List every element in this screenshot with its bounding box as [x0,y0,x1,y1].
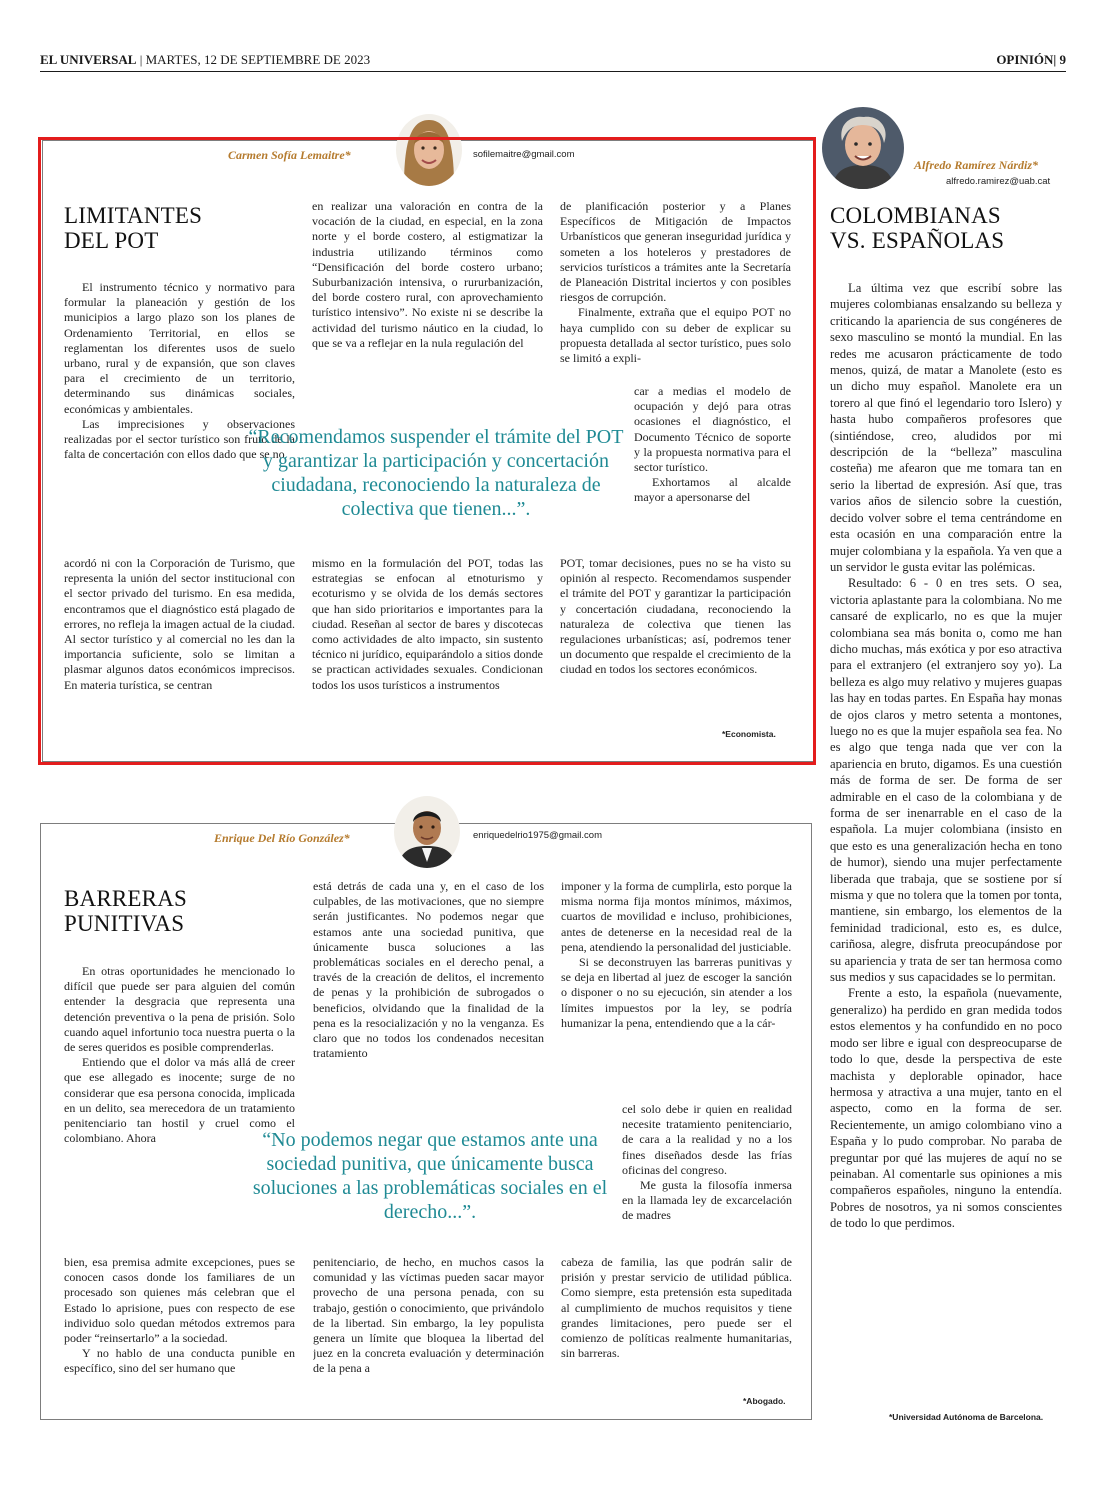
article3-author: Alfredo Ramírez Nárdiz* [914,158,1039,172]
article1-col2-bottom [312,556,543,746]
article2-email: enriquedelrio1975@gmail.com [473,830,602,841]
article3-headline-line1: COLOMBIANAS [830,203,1001,228]
article3-headline [830,203,1004,253]
article2-headline-line1: BARRERAS [64,886,188,911]
article1-col3-bottom [560,556,791,728]
article1-col3-mid [634,384,791,555]
article1-paragraph: acordó ni con la Corporación de Turismo, que representa la unión del sector institucional con el sector privado del turismo. En esa medida, encontramos que el diagnóstico está plagado de errores, no refleja la imagen actual de la ciudad. Al sector turístico y al comercial no les dan la importancia suficiente, solo se limitan a plasmar algunos datos económicos imprecisos. En materia turística, se centran [64,556,295,692]
article1-paragraph: Exhortamos al alcalde mayor a apersonarse del [634,475,791,505]
article2-col1-bottom [64,1255,295,1409]
section-name: OPINIÓN [996,52,1054,67]
article1-paragraph: de planificación posterior y a Planes Específicos de Mitigación de Impactos Urbanísticos que generan inseguridad jurídica y someten a los hoteleros y prestadores de servicios turísticos a trámites ante la Secretaría de Planeación Distrital inciertos y con posibles riesgos de corrupción. [560,199,791,305]
article1-col3-top [560,199,791,383]
article3-body [830,280,1062,1410]
article2-col3-bottom [561,1255,792,1391]
article3-signature: *Universidad Autónoma de Barcelona. [889,1412,1044,1422]
article2-paragraph: Si se deconstruyen las barreras punitivas y se deja en libertad al juez de escoger la sanción o disponer o no su ejecución, sin atender a los límites impuestos por la ley, se podría humanizar la pena, entendiendo que a la cár- [561,955,792,1030]
article1-email: sofilemaitre@gmail.com [473,149,575,160]
article2-col2-bottom [313,1255,544,1409]
article1-paragraph: en realizar una valoración en contra de la vocación de la ciudad, en especial, en la zona norte y el borde costero, al estigmatizar la industria utilizando términos como “Densificación del borde costero urbano; Suburbanización intensiva, o rururbanización, del borde costero rural, con aprovechamiento turístico intensivo”. No existe ni se describe la actividad del turismo náutico en la ciudad, lo que se va a reflejar en la nula regulación del [312,199,543,350]
article1-author-photo [396,114,462,186]
article3-paragraph: La última vez que escribí sobre las mujeres colombianas ensalzando su belleza y criticando la apariencia de sus congéneres de sexo masculino se montó la mundial. En las redes me acusaron prácticamente de todo menos, quizá, de matar a Manolete (esto es un dicho muy español. Manolete era un torero al que finó el legendario toro Islero) y hasta hubo compañeros profesores que (sintiéndose, creo, aludidos por mi descripción de la “belleza” masculina costeña) me afearon que me tomara tan en serio la libertad de expresión. Así que, tras varios años de silencio sobre la cuestión, decido volver sobre el tema centrándome en esta ocasión en una comparación entre la mujer colombiana y la española. Ya ven que a un servidor le gusta evitar las polémicas. [830,281,1062,574]
article2-author-photo [394,796,460,868]
article3-paragraph: Frente a esto, la española (nuevamente, generalizo) ha perdido en gran medida todos estos elementos y ha confundido en no poco modo ser libre e igual con despreocuparse de todo lo que, desde la perspectiva de este machista y deplorable opinador, hace hermosa y atractiva a una mujer, tanto en el aspecto, como en la forma de ser. Recientemente, un amigo colombiano vino a España y lo pudo comprobar. No paraba de preguntar por qué las mujeres de aquí no se peinaban. Al comentarle sus opiniones a mis compañeros españoles, ninguno la entendía. Pobres de nosotros, ya ni somos conscientes de todo lo que perdimos. [830,986,1062,1231]
article2-paragraph: está detrás de cada una y, en el caso de los culpables, de las motivaciones, que no siempre serán justificantes. No podemos negar que estamos ante una sociedad punitiva, que únicamente busca soluciones a las problemáticas sociales en el derecho penal, a través de la creación de delitos, el incremento de penas y la prohibición de subrogados o beneficios, olvidando que la finalidad de la pena es la resocialización y no la venganza. Es claro que no todos los condenados necesitan tratamiento [313,879,544,1061]
article1-col2-top [312,199,543,398]
masthead [40,50,1066,72]
article3-author-photo [822,107,904,189]
issue-date: MARTES, 12 DE SEPTIEMBRE DE 2023 [145,52,371,67]
article2-paragraph: penitenciario, de hecho, en muchos casos la comunidad y las víctimas pueden sacar mayor provecho de una persona penada, con su trabajo, gestión o conocimiento, que privándolo de la libertad. Sin embargo, la ley populista genera un límite que bloquea la libertad del juez en la concreta evaluación y determinación de la pena a [313,1255,544,1376]
article2-paragraph: bien, esa premisa admite excepciones, pues se conocen casos donde los familiares de un procesado son quienes más celebran que el Estado lo aprisione, pues con respecto de ese individuo solo quedan métodos extremos para poder “reinsertarlo” a la sociedad. [64,1255,295,1346]
article2-col3-mid [622,1102,792,1254]
article2-paragraph: Entiendo que el dolor va más allá de creer que ese allegado es inocente; surge de no considerar que esa persona conocida, implicada en un delito, sea merecedora de un tratamiento penitenciario tan hostil y cruel como el colombiano. Ahora [64,1055,295,1146]
article3-email: alfredo.ramirez@uab.cat [946,176,1051,187]
article2-paragraph: imponer y la forma de cumplirla, esto porque la misma norma fija montos mínimos, máximos, cuartos de movilidad e incluso, prohibiciones, antes de detenerse en la necesidad real de la pena, atendiendo la personalidad del justiciable. [561,879,792,954]
article2-pullquote: “No podemos negar que estamos ante una sociedad punitiva, que únicamente busca soluciones a las problemáticas sociales en el derecho...”. [252,1129,608,1223]
article1-paragraph: car a medias el modelo de ocupación y dejó para otras ocasiones el diagnóstico, el Documento Técnico de soporte y la propuesta normativa para el sector turístico. [634,384,791,475]
article2-headline [64,886,187,936]
article2-paragraph: Y no hablo de una conducta punible en específico, sino del ser humano que [64,1346,295,1376]
article1-headline-line1: LIMITANTES [64,203,203,228]
article1-headline-line2: DEL POT [64,228,159,253]
article2-paragraph: En otras oportunidades he mencionado lo difícil que puede ser para alguien del común entender la desgracia que representa una detención preventiva o la pena de prisión. Solo cuando aquel infortunio toca nuestra puerta o la de seres queridos es posible comprenderlas. [64,964,295,1055]
article1-paragraph: mismo en la formulación del POT, todas las estrategias se enfocan al etnoturismo y ecoturismo y se olvida de los demás sectores que han sido prioritarios e importantes para la ciudad. Reseñan al sector de bares y discotecas como actividades de alto impacto, sin sustento técnico ni jurídico, equiparándolo a sitios donde se practican actividades sexuales. Condicionan todos los usos turísticos a instrumentos [312,556,543,692]
page-number: 9 [1059,52,1066,67]
article1-paragraph: POT, tomar decisiones, pues no se ha visto su opinión al respecto. Recomendamos suspender el trámite del POT y garantizar la participación y concertación ciudadana, reconociendo la naturaleza de colectiva que tienen las regulaciones urbanísticas; así, podremos tener un documento que respalde el crecimiento de la ciudad en todos los sectores económicos. [560,556,791,677]
article1-author: Carmen Sofía Lemaitre* [228,148,351,162]
article3-headline-line2: VS. ESPAÑOLAS [830,228,1005,253]
article1-paragraph: El instrumento técnico y normativo para formular la planeación y gestión de los municipios a largo plazo son los planes de Ordenamiento Territorial, en ellos se reglamentan los diferentes usos de suelo urbano, rural y de expansión, que son claves para el crecimiento de un territorio, determinando sus dinámicas sociales, económicas y ambientales. [64,280,295,416]
article2-col3-top [561,879,792,1101]
article2-signature: *Abogado. [743,1396,786,1406]
article1-headline [64,203,202,253]
article2-paragraph: cabeza de familia, las que podrán salir de prisión y prestar servicio de utilidad pública. Como siempre, esta pretensión esta supeditada al cumplimiento de muchos requisitos y tiene grandes limitaciones, pero puede ser el comienzo de políticas realmente humanitarias, sin barreras. [561,1255,792,1361]
article3-paragraph: Resultado: 6 - 0 en tres sets. O sea, victoria aplastante para la colombiana. No me cansaré de explicarlo, no es que la mujer colombiana sea más bonita o, como me han dicho muchas, más exótica y por eso atractiva para el extranjero (el extranjero soy yo). La belleza es algo muy relativo y mujeres guapas las hay en todas partes. En España hay monas de ojos claros y metro setenta a montones, luego no es que la mujer española sea fea. No es algo que tenga nada que ver con la apariencia en bruto, digamos. Es una cuestión más de forma de ser. De forma de ser admirable en el caso de la colombiana y de forma de ser inenarrable en el caso de la española. La mujer colombiana (insisto en que esto es una generalización hecha en tono de humor), siendo una mujer perfectamente liberada que trabaja, que se sostiene por sí misma y que no tolera que la tomen por tonta, mantiene, sin embargo, los elementos de la feminidad tradicional, esto es, es dulce, cariñosa, alegre, disfruta preocupándose por su apariencia y trata de ser tan hermosa como sus medios y sus capacidades se lo permitan. [830,576,1062,985]
article1-signature: *Economista. [722,729,776,739]
article1-paragraph: Finalmente, extraña que el equipo POT no haya cumplido con su deber de explicar su propuesta detallada al sector turístico, pues solo se limitó a expli- [560,305,791,366]
paper-name: EL UNIVERSAL [40,52,137,67]
article1-col1-bottom [64,556,295,746]
masthead-left: EL UNIVERSAL | MARTES, 12 DE SEPTIEMBRE DE 2023 [40,52,371,67]
article1-pullquote: “Recomendamos suspender el trámite del POT y garantizar la participación y concertación ciudadana, reconociendo la naturaleza de colectiva que tienen...”. [248,426,624,520]
article2-col2-top [313,879,544,1101]
article2-author: Enrique Del Río González* [214,831,350,845]
article2-paragraph: Me gusta la filosofía inmersa en la llamada ley de excarcelación de madres [622,1178,792,1223]
article1-paragraph: Las imprecisiones y observaciones realizadas por el sector turístico son fruto de la falta de concertación con ellos dado que se no [64,416,295,462]
article2-headline-line2: PUNITIVAS [64,911,185,936]
article2-paragraph: cel solo debe ir quien en realidad necesite tratamiento penitenciario, de cara a la realidad y no a los fines diseñados desde las frías oficinas del congreso. [622,1102,792,1177]
masthead-right: OPINIÓN| 9 [996,52,1066,67]
